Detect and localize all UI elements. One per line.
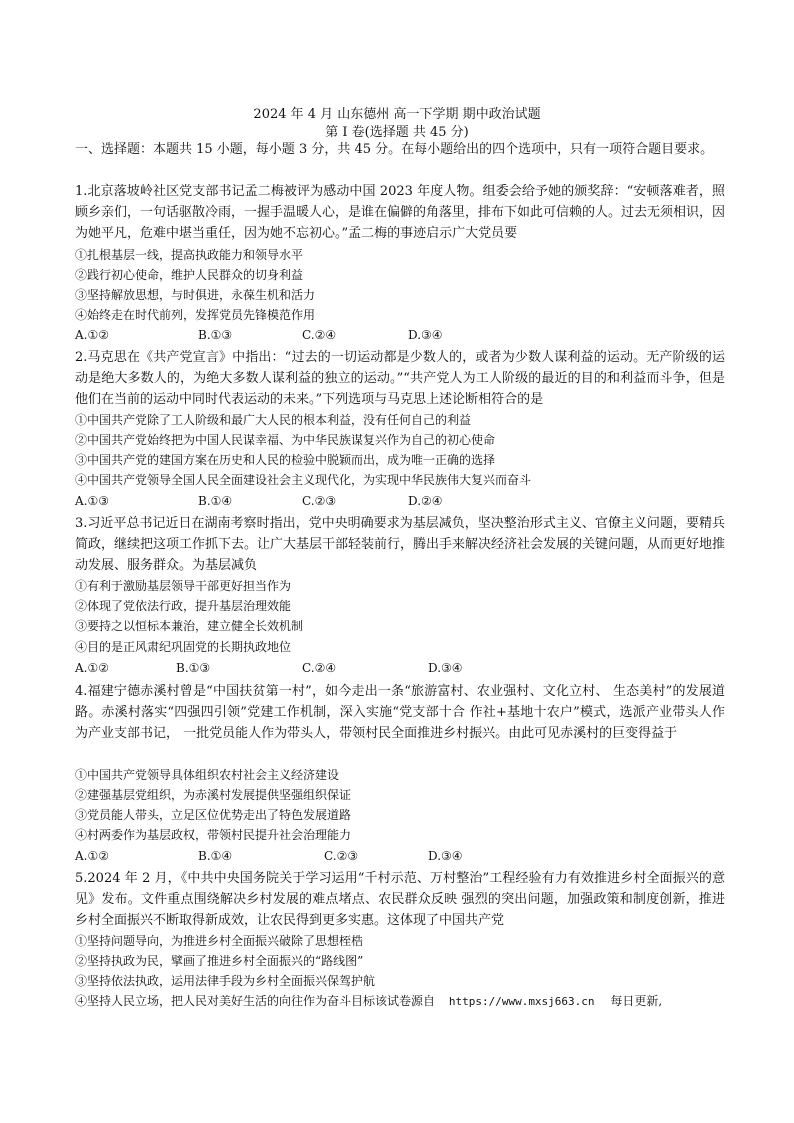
q3-answer-d: D.③④ [428, 661, 463, 675]
q2-option-1: ①中国共产党除了工人阶级和最广大人民的根本利益，没有任何自己的利益 [75, 413, 472, 427]
q2-answer-c: C.②③ [302, 494, 337, 508]
q3-option-2: ②体现了党依法行政，提升基层治理效能 [75, 599, 292, 613]
q4-option-1: ①中国共产党领导具体组织农村社会主义经济建设 [75, 768, 340, 782]
q5-option-1: ①坚持问题导向，为推进乡村全面振兴破除了思想桎梏 [75, 934, 364, 948]
q1-answer-a: A.①② [75, 328, 109, 342]
q2-answer-a: A.①③ [75, 494, 109, 508]
source-url-link[interactable]: https://www.mxsj663.cn [448, 995, 595, 1008]
question-2-stem: 2.马克思在《共产党宣言》中指出：“过去的一切运动都是少数人的，或者为少数人谋利益的运动。无产阶级的运动是绝大多数人的，为绝大多数人谋利益的独立的运动。”“共产党人为工人阶级的最近的目的和利益而斗争，但是他们在当前的运动中同时代表运动的未来。”下列选项与马克思上述论断相符合的是 [75, 350, 725, 407]
update-note: 每日更新, [610, 994, 663, 1008]
q1-option-4: ④始终走在时代前列，发挥党员先锋模范作用 [75, 308, 316, 322]
question-1-stem: 1.北京落坡岭社区党支部书记孟二梅被评为感动中国 2023 年度人物。组委会给予她的颁奖辞：“安顿落难者，照顾乡亲们，一句话驱散冷雨，一握手温暖人心，是谁在偏僻的角落里，排布下如此可信赖的人。过去无须相识，因为她平凡，危难中堪当重任，因为她不忘初心。”孟二梅的事迹启示广大党员要 [75, 184, 726, 241]
q2-option-3: ③中国共产党的建国方案在历史和人民的检验中脱颖而出，成为唯一正确的选择 [75, 453, 496, 467]
q3-answer-b: B.①③ [176, 661, 211, 675]
q5-option-4-text: ④坚持人民立场，把人民对美好生活的向往作为奋斗目标该试卷源自 [75, 994, 436, 1008]
q4-answer-d: D.③④ [428, 849, 463, 863]
instructions: 一、选择题：本题共 15 小题，每小题 3 分，共 45 分。在每小题给出的四个选项中，只有一项符合题目要求。 [75, 142, 714, 157]
q5-option-3: ③坚持依法执政，运用法律手段为乡村全面振兴保驾护航 [75, 974, 376, 988]
question-4-stem: 4.福建宁德赤溪村曾是“中国扶贫第一村”，如今走出一条“旅游富村、农业强村、文化立村、 生态美村”的发展道路。赤溪村落实“四强四引领”党建工作机制，深入实施“党支部十合 作社+基地十农户”模式，选派产业带头人作为产业支部书记， 一批党员能人作为带头人，带领村民全面推进乡村振兴。由此可见赤溪村的巨变得益于 [75, 684, 725, 741]
page-title: 2024 年 4 月 山东德州 高一下学期 期中政治试题 [253, 107, 541, 122]
q5-option-4 [75, 992, 662, 1011]
question-5-stem: 5.2024 年 2 月，《中共中央国务院关于学习运用“千村示范、万村整治”工程经验有力有效推进乡村全面振兴的意见》发布。文件重点围绕解决乡村发展的难点堵点、农民群众反映 强烈的突出问题，加强政策和制度创新，推进乡村全面振兴不断取得新成效，让农民得到更多实惠。这体现了中国共产党 [75, 871, 725, 928]
q2-answer-d: D.②④ [408, 494, 443, 508]
q3-option-3: ③要持之以恒标本兼治，建立健全长效机制 [75, 619, 304, 633]
q2-option-4: ④中国共产党领导全国人民全面建设社会主义现代化，为实现中华民族伟大复兴而奋斗 [75, 473, 532, 487]
q1-answer-b: B.①③ [198, 328, 233, 342]
q3-option-1: ①有利于激励基层领导干部更好担当作为 [75, 579, 292, 593]
section-title: 第 I 卷(选择题 共 45 分) [325, 125, 469, 140]
q5-option-2: ②坚持执政为民，擘画了推进乡村全面振兴的“路线图” [75, 954, 364, 968]
question-3-stem: 3.习近平总书记近日在湖南考察时指出，党中央明确要求为基层减负，坚决整治形式主义、官僚主义问题，要精兵简政，继续把这项工作抓下去。让广大基层干部轻装前行，腾出手来解决经济社会发展的关键问题，从而更好地推动发展、服务群众。为基层减负 [75, 516, 726, 573]
q4-option-2: ②建强基层党组织，为赤溪村发展提供坚强组织保证 [75, 788, 352, 802]
q3-answer-c: C.②④ [302, 661, 337, 675]
q2-option-2: ②中国共产党始终把为中国人民谋幸福、为中华民族谋复兴作为自己的初心使命 [75, 433, 496, 447]
q1-option-2: ②践行初心使命，维护人民群众的切身利益 [75, 268, 304, 282]
q3-answer-a: A.①② [75, 661, 109, 675]
q1-option-3: ③坚持解放思想，与时俱进，永葆生机和活力 [75, 288, 316, 302]
q4-answer-b: B.①④ [198, 849, 233, 863]
q2-answer-b: B.①④ [198, 494, 233, 508]
q3-option-4: ④目的是正风肃纪巩固党的长期执政地位 [75, 640, 292, 654]
q1-answer-c: C.②④ [302, 328, 337, 342]
q1-option-1: ①扎根基层一线，提高执政能力和领导水平 [75, 248, 304, 262]
q1-answer-d: D.③④ [408, 328, 443, 342]
q4-answer-c: C.②③ [324, 849, 359, 863]
q4-option-4: ④村两委作为基层政权，带领村民提升社会治理能力 [75, 828, 352, 842]
q4-option-3: ③党员能人带头，立足区位优势走出了特色发展道路 [75, 808, 352, 822]
q4-answer-a: A.①② [75, 849, 109, 863]
